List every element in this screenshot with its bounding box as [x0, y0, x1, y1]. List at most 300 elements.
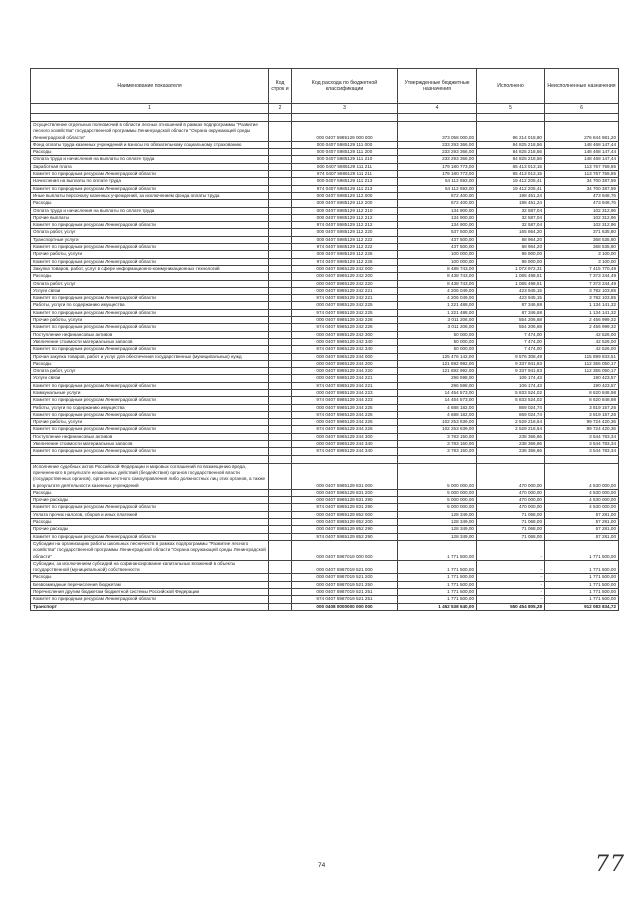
table-row — [31, 419, 619, 426]
cell-line-code — [269, 265, 292, 272]
table-row — [31, 489, 619, 496]
cell-approved: 102 253 639,00 — [398, 419, 477, 426]
cell-line-code — [269, 178, 292, 185]
cell-line-code — [269, 397, 292, 404]
cell-approved: 134 900,00 — [398, 222, 477, 229]
col-number: 6 — [545, 104, 619, 114]
cell-budget-code: 000 0407 5985129 112 200 — [292, 200, 398, 207]
cell-budget-code: 000 0407 5985129 242 221 — [292, 287, 398, 294]
table-row — [31, 192, 619, 199]
cell-unexecuted: 57 281,00 — [545, 511, 619, 518]
table-row — [31, 295, 619, 302]
cell-approved: 121 692 992,00 — [398, 368, 477, 375]
cell-unexecuted: 3 819 157,26 — [545, 404, 619, 411]
table-row — [31, 441, 619, 448]
table-row — [31, 200, 619, 207]
cell-name: Прочие работы, услуги — [31, 317, 269, 324]
cell-budget-code: 000 0407 5985129 112 210 — [292, 207, 398, 214]
cell-line-code — [269, 581, 292, 588]
cell-approved: 8 438 743,00 — [398, 273, 477, 280]
cell-executed: 5 833 524,02 — [477, 397, 545, 404]
cell-name: Начисления на выплаты по оплате труда — [31, 178, 269, 185]
table-row — [31, 287, 619, 294]
cell-executed: 71 068,00 — [477, 519, 545, 526]
cell-approved: 5 000 000,00 — [398, 504, 477, 511]
cell-unexecuted: 3 544 783,34 — [545, 448, 619, 455]
cell-name: Увеличение стоимости материальных запасов — [31, 338, 269, 345]
cell-budget-code: 974 0407 5985129 112 212 — [292, 222, 398, 229]
cell-approved: 179 180 773,00 — [398, 171, 477, 178]
cell-name: Комитет по природным ресурсам Ленинградской области — [31, 411, 269, 418]
cell-unexecuted: 4 530 000,00 — [545, 497, 619, 504]
cell-budget-code: 974 0407 5985129 831 290 — [292, 504, 398, 511]
cell-line-code — [269, 441, 292, 448]
table-row — [31, 244, 619, 251]
cell-unexecuted: 115 899 833,51 — [545, 353, 619, 360]
cell-approved: 1 771 500,00 — [398, 589, 477, 596]
cell-executed: 550 454 805,28 — [477, 603, 545, 610]
cell-line-code — [269, 222, 292, 229]
table-row — [31, 309, 619, 316]
table-row — [31, 589, 619, 596]
cell-unexecuted: 8 620 848,98 — [545, 389, 619, 396]
table-row — [31, 511, 619, 518]
cell-budget-code: 000 0407 5985129 112 220 — [292, 229, 398, 236]
cell-executed: 68 964,20 — [477, 244, 545, 251]
cell-unexecuted: 4 530 000,00 — [545, 489, 619, 496]
cell-line-code — [269, 287, 292, 294]
cell-line-code — [269, 375, 292, 382]
table-row — [31, 375, 619, 382]
cell-line-code — [269, 338, 292, 345]
cell-unexecuted: 8 620 848,98 — [545, 397, 619, 404]
cell-budget-code: 000 0407 5985129 111 000 — [292, 141, 398, 148]
cell-line-code — [269, 163, 292, 170]
cell-approved: 125 476 142,00 — [398, 353, 477, 360]
cell-name: Комитет по природным ресурсам Ленинградской области — [31, 295, 269, 302]
table-body — [31, 114, 619, 611]
table-row — [31, 581, 619, 588]
cell-budget-code: 000 0407 5985129 831 000 — [292, 463, 398, 489]
cell-unexecuted: 3 544 783,34 — [545, 433, 619, 440]
cell-approved: 537 500,00 — [398, 229, 477, 236]
cell-name: Работы, услуги по содержанию имущества — [31, 404, 269, 411]
cell-approved: 1 771 500,00 — [398, 596, 477, 603]
cell-approved: 8 438 743,00 — [398, 280, 477, 287]
cell-budget-code: 000 0407 5985129 244 223 — [292, 389, 398, 396]
cell-name: Транспорт — [31, 603, 269, 610]
table-row — [31, 331, 619, 338]
table-row — [31, 280, 619, 287]
cell-line-code — [269, 382, 292, 389]
cell-unexecuted: 1 134 141,32 — [545, 309, 619, 316]
cell-executed: 71 068,00 — [477, 533, 545, 540]
cell-name: Уплата прочих налогов, сборов и иных платежей — [31, 511, 269, 518]
cell-name: Комитет по природным ресурсам Ленинградской области — [31, 185, 269, 192]
cell-unexecuted: 113 767 759,85 — [545, 163, 619, 170]
cell-unexecuted: 34 700 387,59 — [545, 178, 619, 185]
cell-approved: 134 900,00 — [398, 207, 477, 214]
col-header-executed: Исполнено — [477, 69, 545, 104]
column-number-row — [31, 104, 619, 114]
cell-line-code — [269, 331, 292, 338]
cell-line-code — [269, 236, 292, 243]
cell-budget-code — [292, 455, 398, 463]
cell-line-code — [269, 302, 292, 309]
cell-approved: 5 000 000,00 — [398, 497, 477, 504]
cell-line-code — [269, 489, 292, 496]
cell-line-code — [269, 280, 292, 287]
col-header-unexecuted: Неисполненные назначения — [545, 69, 619, 104]
cell-name: Прочие расходы — [31, 497, 269, 504]
cell-executed: 238 366,66 — [477, 433, 545, 440]
cell-unexecuted: 276 844 981,20 — [545, 122, 619, 142]
cell-budget-code: 974 0407 5987019 521 251 — [292, 596, 398, 603]
cell-approved: 672 400,00 — [398, 192, 477, 199]
table-row — [31, 317, 619, 324]
cell-executed: - — [477, 589, 545, 596]
cell-line-code — [269, 156, 292, 163]
cell-name: Комитет по природным ресурсам Ленинградской области — [31, 382, 269, 389]
cell-name: Комитет по природным ресурсам Ленинградской области — [31, 324, 269, 331]
cell-approved: 54 112 593,00 — [398, 185, 477, 192]
cell-budget-code: 000 0407 5985129 112 226 — [292, 251, 398, 258]
cell-line-code — [269, 560, 292, 574]
table-row — [31, 149, 619, 156]
cell-budget-code: 000 0407 5987019 000 000 — [292, 540, 398, 560]
cell-line-code — [269, 346, 292, 353]
cell-approved: 4 206 049,00 — [398, 287, 477, 294]
cell-executed: 9 337 941,83 — [477, 368, 545, 375]
cell-line-code — [269, 360, 292, 367]
cell-approved: 14 454 573,00 — [398, 397, 477, 404]
cell-name: Субсидии, за исключением субсидий на софинансирование капитальных вложений в объекты государственной (муниципальной) собственности — [31, 560, 269, 574]
cell-name: Комитет по природным ресурсам Ленинградской области — [31, 448, 269, 455]
table-row — [31, 122, 619, 142]
cell-name: Работы, услуги по содержанию имущества — [31, 302, 269, 309]
table-row — [31, 433, 619, 440]
cell-budget-code: 974 0407 5985129 242 225 — [292, 309, 398, 316]
cell-line-code — [269, 540, 292, 560]
cell-executed: 96 900,00 — [477, 251, 545, 258]
cell-unexecuted: 3 819 157,26 — [545, 411, 619, 418]
cell-name: Прочие выплаты — [31, 214, 269, 221]
cell-executed: 106 174,43 — [477, 375, 545, 382]
cell-budget-code — [292, 114, 398, 122]
cell-name: Расходы — [31, 360, 269, 367]
cell-name: Закупка товаров, работ, услуг в сфере информационно-коммуникационных технологий — [31, 265, 269, 272]
cell-executed: 19 412 205,41 — [477, 185, 545, 192]
cell-executed: 198 451,24 — [477, 192, 545, 199]
cell-budget-code: 974 0407 5985129 852 290 — [292, 533, 398, 540]
cell-unexecuted: 3 100,00 — [545, 258, 619, 265]
cell-unexecuted: 371 635,80 — [545, 229, 619, 236]
cell-name: Исполнение судебных актов Российской Федерации и мировых соглашений по возмещению вреда, причиненного в результате незаконных действий (бездействия) органов государственной власти (государственных органов), органов местного самоуправления либо должностных лиц этих органов, а также в результате деятельности казенных учреждений — [31, 463, 269, 489]
cell-line-code — [269, 214, 292, 221]
cell-approved: 128 349,00 — [398, 526, 477, 533]
table-row — [31, 222, 619, 229]
cell-executed: 423 945,15 — [477, 287, 545, 294]
cell-name: Оплата работ, услуг — [31, 368, 269, 375]
cell-executed: 9 576 308,49 — [477, 353, 545, 360]
cell-approved: 1 771 500,00 — [398, 560, 477, 574]
cell-approved: 3 783 150,00 — [398, 441, 477, 448]
cell-approved: 437 500,00 — [398, 236, 477, 243]
cell-name: Комитет по природным ресурсам Ленинградской области — [31, 504, 269, 511]
cell-line-code — [269, 596, 292, 603]
cell-approved: 3 011 206,00 — [398, 324, 477, 331]
cell-executed: 470 000,00 — [477, 463, 545, 489]
cell-approved: 1 771 500,00 — [398, 574, 477, 581]
cell-unexecuted: 3 782 103,85 — [545, 295, 619, 302]
cell-name: Комитет по природным ресурсам Ленинградской области — [31, 596, 269, 603]
table-row — [31, 519, 619, 526]
cell-approved: 1 771 500,00 — [398, 581, 477, 588]
cell-executed: 238 366,66 — [477, 448, 545, 455]
cell-unexecuted: 2 456 999,32 — [545, 317, 619, 324]
cell-unexecuted: 1 771 500,00 — [545, 574, 619, 581]
cell-unexecuted: 473 948,76 — [545, 200, 619, 207]
cell-executed: - — [477, 540, 545, 560]
cell-unexecuted: 1 771 500,00 — [545, 581, 619, 588]
cell-unexecuted — [545, 114, 619, 122]
cell-approved: 3 783 150,00 — [398, 448, 477, 455]
cell-unexecuted: 190 423,57 — [545, 375, 619, 382]
cell-approved: 128 349,00 — [398, 511, 477, 518]
cell-unexecuted: 4 530 000,00 — [545, 504, 619, 511]
table-row — [31, 185, 619, 192]
cell-executed: 869 024,74 — [477, 411, 545, 418]
cell-budget-code: 974 0407 5985129 242 221 — [292, 295, 398, 302]
cell-approved: 5 000 000,00 — [398, 489, 477, 496]
cell-line-code — [269, 171, 292, 178]
col-header-budget-code: Код расхода по бюджетной классификации — [292, 69, 398, 104]
handwritten-page-number: 77 — [595, 852, 625, 877]
cell-approved: 14 454 573,00 — [398, 389, 477, 396]
cell-approved: 4 206 049,00 — [398, 295, 477, 302]
table-row — [31, 574, 619, 581]
cell-executed: 106 174,43 — [477, 382, 545, 389]
cell-unexecuted: 42 526,00 — [545, 346, 619, 353]
cell-executed: 84 825 218,56 — [477, 141, 545, 148]
cell-executed: 869 024,74 — [477, 404, 545, 411]
cell-unexecuted: 148 468 147,44 — [545, 149, 619, 156]
table-row — [31, 214, 619, 221]
cell-executed: 68 964,20 — [477, 236, 545, 243]
cell-budget-code: 000 0407 5985129 831 200 — [292, 489, 398, 496]
table-row — [31, 560, 619, 574]
cell-budget-code: 000 0407 5985129 852 200 — [292, 519, 398, 526]
cell-name: Заработная плата — [31, 163, 269, 170]
cell-line-code — [269, 411, 292, 418]
cell-name: Прочие работы, услуги — [31, 419, 269, 426]
cell-unexecuted: 7 373 244,49 — [545, 280, 619, 287]
cell-approved: 5 000 000,00 — [398, 463, 477, 489]
cell-executed — [477, 114, 545, 122]
table-row — [31, 171, 619, 178]
cell-executed: 71 068,00 — [477, 511, 545, 518]
cell-budget-code: 000 0407 5985129 244 225 — [292, 404, 398, 411]
table-row — [31, 265, 619, 272]
cell-line-code — [269, 603, 292, 610]
table-row — [31, 533, 619, 540]
cell-executed: 7 474,00 — [477, 331, 545, 338]
cell-budget-code: 000 0407 5985129 242 226 — [292, 317, 398, 324]
cell-budget-code: 000 0407 5985129 242 300 — [292, 331, 398, 338]
cell-executed: 470 000,00 — [477, 497, 545, 504]
cell-line-code — [269, 519, 292, 526]
cell-line-code — [269, 433, 292, 440]
cell-budget-code: 000 0407 5985129 242 220 — [292, 280, 398, 287]
cell-unexecuted: 34 700 387,59 — [545, 185, 619, 192]
cell-budget-code: 974 0407 5985129 242 340 — [292, 346, 398, 353]
cell-name: Комитет по природным ресурсам Ленинградской области — [31, 346, 269, 353]
cell-budget-code: 000 0407 5985129 112 212 — [292, 214, 398, 221]
cell-budget-code: 000 0408 0000000 000 000 — [292, 603, 398, 610]
cell-approved: 8 488 743,00 — [398, 265, 477, 272]
cell-name: Транспортные услуги — [31, 236, 269, 243]
cell-line-code — [269, 317, 292, 324]
cell-executed: 2 529 218,64 — [477, 426, 545, 433]
cell-approved: 296 598,00 — [398, 375, 477, 382]
cell-line-code — [269, 200, 292, 207]
cell-name: Поступление нефинансовых активов — [31, 331, 269, 338]
cell-line-code — [269, 185, 292, 192]
cell-name: Расходы — [31, 273, 269, 280]
cell-budget-code: 974 0407 5985129 244 221 — [292, 382, 398, 389]
cell-unexecuted: 3 544 783,34 — [545, 441, 619, 448]
cell-unexecuted: 7 415 770,49 — [545, 265, 619, 272]
table-row — [31, 302, 619, 309]
cell-approved: 134 900,00 — [398, 214, 477, 221]
cell-unexecuted — [545, 455, 619, 463]
cell-approved: 102 253 639,00 — [398, 426, 477, 433]
cell-unexecuted: 99 724 420,36 — [545, 419, 619, 426]
cell-unexecuted: 99 724 420,36 — [545, 426, 619, 433]
cell-line-code — [269, 309, 292, 316]
cell-line-code — [269, 497, 292, 504]
cell-unexecuted: 1 771 500,00 — [545, 596, 619, 603]
cell-unexecuted: 368 535,80 — [545, 236, 619, 243]
col-number: 3 — [292, 104, 398, 114]
table-row — [31, 360, 619, 367]
cell-line-code — [269, 141, 292, 148]
table-row — [31, 251, 619, 258]
cell-unexecuted: 7 373 244,49 — [545, 273, 619, 280]
cell-executed: 165 864,20 — [477, 229, 545, 236]
cell-unexecuted: 113 767 759,85 — [545, 171, 619, 178]
table-row — [31, 163, 619, 170]
cell-unexecuted: 1 134 141,32 — [545, 302, 619, 309]
cell-executed: - — [477, 560, 545, 574]
cell-budget-code: 000 0407 5985129 000 000 — [292, 122, 398, 142]
cell-executed: 84 825 218,56 — [477, 156, 545, 163]
cell-approved: 100 000,00 — [398, 258, 477, 265]
cell-name: Услуги связи — [31, 375, 269, 382]
col-number: 4 — [398, 104, 477, 114]
cell-approved: 4 688 182,00 — [398, 404, 477, 411]
cell-name: Оплата труда и начисления на выплаты по оплате труда — [31, 207, 269, 214]
cell-executed: 1 065 498,51 — [477, 273, 545, 280]
cell-line-code — [269, 324, 292, 331]
cell-approved: 128 349,00 — [398, 519, 477, 526]
table-row — [31, 236, 619, 243]
cell-budget-code: 000 0407 5985129 244 340 — [292, 441, 398, 448]
cell-executed: 87 346,68 — [477, 302, 545, 309]
cell-executed: 1 065 498,51 — [477, 280, 545, 287]
cell-name — [31, 455, 269, 463]
cell-line-code — [269, 455, 292, 463]
cell-line-code — [269, 192, 292, 199]
cell-line-code — [269, 353, 292, 360]
cell-line-code — [269, 368, 292, 375]
cell-approved: 1 221 488,00 — [398, 302, 477, 309]
cell-budget-code: 974 0407 5985129 112 222 — [292, 244, 398, 251]
col-header-line-code: Код строк и — [269, 69, 292, 104]
cell-name: Осуществление отдельных полномочий в области лесных отношений в рамках подпрограммы "Развитие лесного хозяйства" государственной программы Ленинградской области "Охрана окружающей среды Ленинградской области" — [31, 122, 269, 142]
cell-budget-code: 000 0407 5987019 521 200 — [292, 574, 398, 581]
cell-budget-code: 974 0407 5985129 111 211 — [292, 171, 398, 178]
cell-budget-code: 000 0407 5985129 242 000 — [292, 265, 398, 272]
table-row — [31, 504, 619, 511]
cell-approved: 128 349,00 — [398, 533, 477, 540]
cell-unexecuted: 190 423,57 — [545, 382, 619, 389]
cell-approved: 3 011 206,00 — [398, 317, 477, 324]
cell-budget-code: 000 0407 5985129 111 210 — [292, 156, 398, 163]
cell-budget-code: 000 0407 5985129 111 200 — [292, 149, 398, 156]
cell-executed: 96 900,00 — [477, 258, 545, 265]
cell-executed: 19 412 205,41 — [477, 178, 545, 185]
header-row — [31, 69, 619, 104]
cell-budget-code: 000 0407 5985129 852 000 — [292, 511, 398, 518]
table-row — [31, 382, 619, 389]
table-row — [31, 324, 619, 331]
col-header-name: Наименование показателя — [31, 69, 269, 104]
cell-approved: 54 112 593,00 — [398, 178, 477, 185]
cell-budget-code: 000 0407 5985129 244 220 — [292, 368, 398, 375]
cell-executed: 2 529 218,64 — [477, 419, 545, 426]
cell-unexecuted: 57 281,00 — [545, 519, 619, 526]
cell-unexecuted: 112 355 050,17 — [545, 360, 619, 367]
cell-executed: 470 000,00 — [477, 489, 545, 496]
cell-executed: 554 206,68 — [477, 317, 545, 324]
cell-budget-code: 000 0407 5985129 831 290 — [292, 497, 398, 504]
cell-unexecuted: 42 526,00 — [545, 338, 619, 345]
cell-unexecuted: 57 281,00 — [545, 526, 619, 533]
total-row — [31, 603, 619, 610]
cell-approved: 179 180 773,00 — [398, 163, 477, 170]
cell-unexecuted: 4 530 000,00 — [545, 463, 619, 489]
cell-line-code — [269, 448, 292, 455]
cell-name: Увеличение стоимости материальных запасов — [31, 441, 269, 448]
cell-executed: 7 474,00 — [477, 338, 545, 345]
col-number: 1 — [31, 104, 269, 114]
cell-budget-code: 000 0407 5987019 521 251 — [292, 589, 398, 596]
cell-name: Иные выплаты персоналу казенных учреждений, за исключением фонда оплаты труда — [31, 192, 269, 199]
cell-budget-code: 974 0407 5985129 242 226 — [292, 324, 398, 331]
cell-budget-code: 000 0407 5985129 242 225 — [292, 302, 398, 309]
cell-budget-code: 000 0407 5985129 112 222 — [292, 236, 398, 243]
table-row — [31, 404, 619, 411]
cell-approved: 121 692 992,00 — [398, 360, 477, 367]
cell-unexecuted: 3 782 103,85 — [545, 287, 619, 294]
col-number: 2 — [269, 104, 292, 114]
table-row — [31, 141, 619, 148]
table-row — [31, 540, 619, 560]
cell-budget-code: 000 0407 5987019 521 250 — [292, 581, 398, 588]
cell-budget-code: 974 0407 5985129 112 226 — [292, 258, 398, 265]
cell-name: Расходы — [31, 200, 269, 207]
